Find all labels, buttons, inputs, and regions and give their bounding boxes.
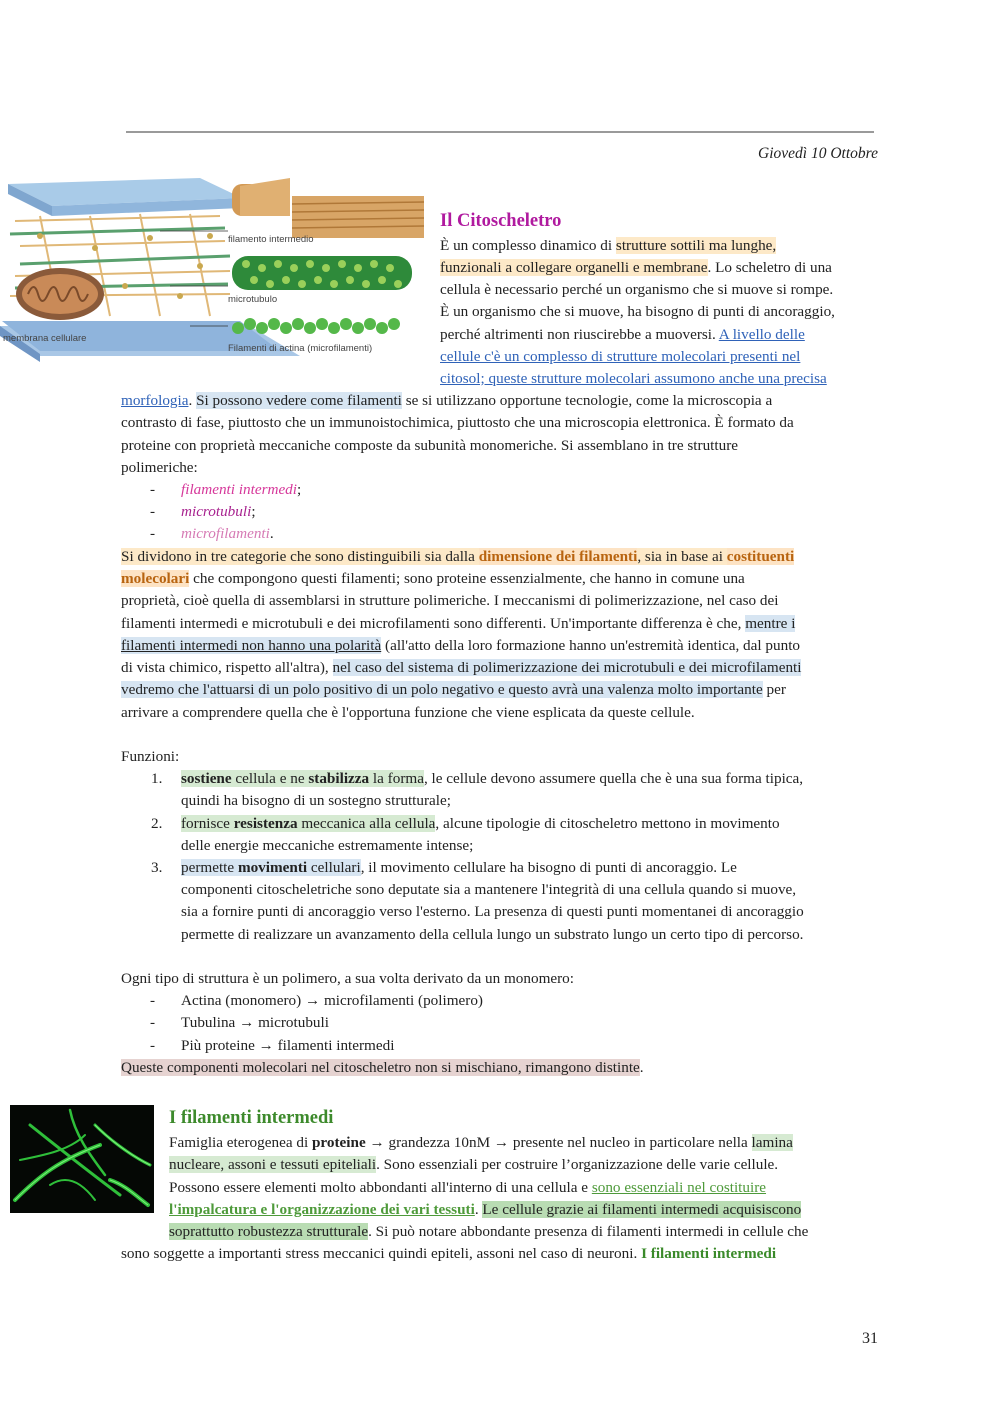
text-line: Famiglia eterogenea di proteine → grandezza 10nM → presente nel nucleo in particolare nella lamina xyxy=(169,1134,793,1151)
header-date: Giovedì 10 Ottobre xyxy=(758,145,878,162)
list-bullet: - xyxy=(150,481,156,498)
text-line: molecolari che compongono questi filamenti; sono proteine essenzialmente, che hanno in comune una xyxy=(121,570,745,587)
text-line: arrivare a comprendere quella che è l'opportuna funzione che viene esplicata da queste cellule. xyxy=(121,704,695,721)
text-line: funzionali a collegare organelli e membrane. Lo scheletro di una xyxy=(440,259,832,276)
header-rule xyxy=(126,131,874,133)
text-line: morfologia. Si possono vedere come filamenti se si utilizzano opportune tecnologie, come la microscopia a xyxy=(121,392,773,409)
list-item-cont: componenti citoscheletriche sono deputate sia a mantenere l'integrità di una cellula quando si muove, xyxy=(181,881,797,898)
label-membrane: membrana cellulare xyxy=(3,333,87,344)
fluorescence-micrograph xyxy=(10,1105,154,1213)
text-line xyxy=(440,346,800,368)
list-item-cont: delle energie meccaniche estremamente intense; xyxy=(181,837,474,854)
text-line: proteine con proprietà meccaniche composte da subunità monomeriche. Si assemblano in tre strutture xyxy=(121,437,739,454)
list-item-cont: quindi ha bisogno di un sostegno strutturale; xyxy=(181,792,451,809)
text-line: di vista chimico, rispetto all'altra), nel caso del sistema di polimerizzazione dei microtubuli e dei microfilamenti xyxy=(121,659,802,676)
list-bullet: - xyxy=(150,503,156,520)
list-number: 2. xyxy=(151,815,163,832)
text-line: perché altrimenti non riuscirebbe a muoversi. A livello delle xyxy=(440,326,805,343)
section-title-cytoskeleton: Il Citoscheletro xyxy=(440,211,562,231)
text-line: Ogni tipo di struttura è un polimero, a sua volta derivato da un monomero: xyxy=(121,970,574,987)
text-line xyxy=(440,368,827,390)
text-line: filamenti intermedi e microtubuli e dei microfilamenti sono differenti. Un'importante differenza è che, mentre i xyxy=(121,615,796,632)
label-intermediate-filament: filamento intermedio xyxy=(228,234,314,245)
list-number: 3. xyxy=(151,859,163,876)
page-number: 31 xyxy=(862,1330,878,1347)
section-title-intermediate-filaments: I filamenti intermedi xyxy=(169,1108,334,1128)
inline-link[interactable]: sono essenziali nel costituire xyxy=(591,1179,767,1196)
inline-link[interactable]: A livello delle xyxy=(718,326,805,343)
list-item: Actina (monomero) → microfilamenti (polimero) xyxy=(181,992,483,1009)
list-item: filamenti intermedi; xyxy=(181,481,302,498)
list-bullet: - xyxy=(150,1014,156,1031)
inline-link[interactable]: morfologia xyxy=(121,392,189,409)
text-line: Queste componenti molecolari nel citoscheletro non si mischiano, rimangono distinte. xyxy=(121,1059,644,1076)
inline-link[interactable]: l'impalcatura e l'organizzazione dei vari tessuti xyxy=(169,1201,475,1218)
text-line: cellula è necessario perché un organismo che si muove si rompe. xyxy=(440,281,834,298)
label-actin: Filamenti di actina (microfilamenti) xyxy=(228,343,373,354)
inline-link[interactable]: cellule c'è un complesso di strutture molecolari presenti nel xyxy=(440,348,801,365)
list-item: Tubulina → microtubuli xyxy=(181,1014,329,1031)
text-line: contrasto di fase, piuttosto che un immunoistochimica, piuttosto che una microscopia elettronica. È formato da xyxy=(121,414,794,431)
list-item: microfilamenti. xyxy=(181,525,274,542)
inline-link[interactable]: citosol; queste strutture molecolari assumono anche una precisa xyxy=(440,370,827,387)
text-line: vedremo che l'attuarsi di un polo positivo di un polo negativo e questo avrà una valenza molto importante per xyxy=(121,681,786,698)
text-line: l'impalcatura e l'organizzazione dei vari tessuti. Le cellule grazie ai filamenti intermedi acquisiscono xyxy=(169,1201,802,1218)
text-line: filamenti intermedi non hanno una polarità (all'atto della loro formazione hanno un'estremità identica, dal punto xyxy=(121,637,801,654)
list-item: fornisce resistenza meccanica alla cellula, alcune tipologie di citoscheletro mettono in movimento xyxy=(181,815,780,832)
text-line: proprietà, cioè quella di assemblarsi in strutture polimeriche. I meccanismi di polimerizzazione, nel caso dei xyxy=(121,592,779,609)
label-microtubule: microtubulo xyxy=(228,294,278,305)
text-line: Si dividono in tre categorie che sono distinguibili sia dalla dimensione dei filamenti, sia in base ai costituenti xyxy=(121,548,795,565)
list-number: 1. xyxy=(151,770,163,787)
functions-heading: Funzioni: xyxy=(121,748,180,765)
list-item: permette movimenti cellulari, il movimento cellulare ha bisogno di punti di ancoraggio. Le xyxy=(181,859,737,876)
list-item: Più proteine → filamenti intermedi xyxy=(181,1037,395,1054)
list-item: sostiene cellula e ne stabilizza la forma, le cellule devono assumere quella che è una sua forma tipica, xyxy=(181,770,804,787)
list-item: microtubuli; xyxy=(181,503,256,520)
text-line: soprattutto robustezza strutturale. Si può notare abbondante presenza di filamenti intermedi in cellule che xyxy=(169,1223,809,1240)
text-line: È un complesso dinamico di strutture sottili ma lunghe, xyxy=(440,237,777,254)
text-line: Possono essere elementi molto abbondanti all'interno di una cellula e sono essenziali nel costituire xyxy=(169,1179,767,1196)
text-line: sono soggette a importanti stress meccanici quindi epiteli, assoni nel caso di neuroni. I filamenti intermedi xyxy=(121,1245,777,1262)
text-line: polimeriche: xyxy=(121,459,198,476)
list-bullet: - xyxy=(150,1037,156,1054)
text-line: È un organismo che si muove, ha bisogno di punti di ancoraggio, xyxy=(440,303,835,320)
text-line: nucleare, assoni e tessuti epiteliali. Sono essenziali per costruire l’organizzazione delle varie cellule. xyxy=(169,1156,779,1173)
list-bullet: - xyxy=(150,992,156,1009)
list-item-cont: permette di realizzare un avanzamento della cellula lungo un substrato lungo un certo tipo di percorso. xyxy=(181,926,804,943)
list-bullet: - xyxy=(150,525,156,542)
list-item-cont: sia a fornire punti di ancoraggio verso l'esterno. La presenza di questi punti momentanei di ancoraggio xyxy=(181,903,804,920)
